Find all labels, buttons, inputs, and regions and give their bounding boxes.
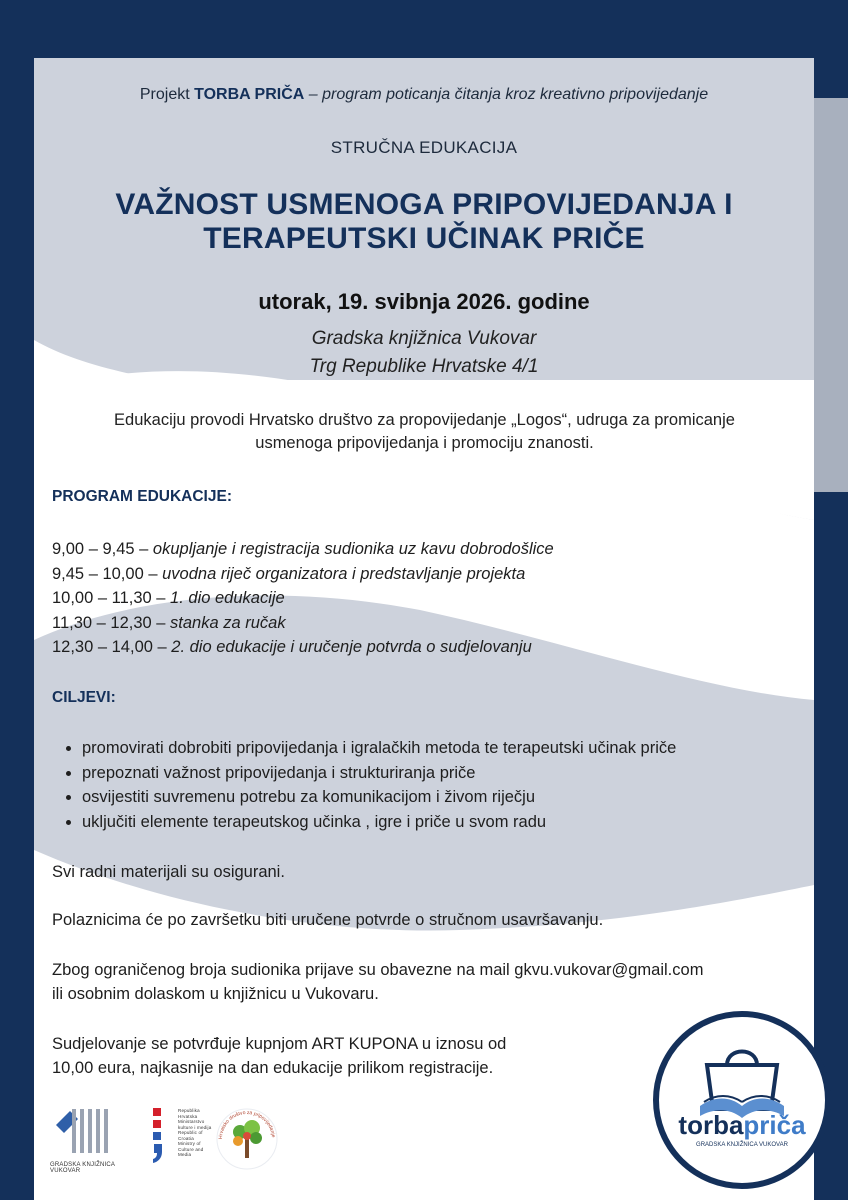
project-prefix: Projekt xyxy=(139,86,195,103)
torba-word: torba xyxy=(678,1110,744,1140)
program-item xyxy=(52,635,554,660)
program-time: 9,45 – 10,00 – xyxy=(52,564,163,583)
program-desc: 1. dio edukacije xyxy=(170,589,285,607)
event-location xyxy=(34,325,814,381)
registration-line-1: Zbog ograničenog broja sudionika prijave su obavezne na mail gkvu.vukovar@gmail.com xyxy=(52,961,704,979)
tree-icon xyxy=(214,1106,280,1172)
goal-item: • osvijestiti suvremenu potrebu za komunikacijom i živom riječju xyxy=(82,785,676,810)
goals-heading: CILJEVI: xyxy=(52,689,116,706)
project-line xyxy=(34,86,814,104)
program-time: 9,00 – 9,45 – xyxy=(52,540,153,558)
program-item xyxy=(52,537,554,562)
program-item xyxy=(52,611,554,636)
program-time: 12,30 – 14,00 – xyxy=(52,638,172,656)
event-date: utorak, 19. svibnja 2026. godine xyxy=(258,289,590,314)
program-heading: PROGRAM EDUKACIJE: xyxy=(52,488,232,505)
intro-paragraph xyxy=(52,409,797,455)
program-desc: 2. dio edukacije i uručenje potvrda o sudjelovanju xyxy=(171,638,532,656)
library-logo xyxy=(50,1105,130,1175)
venue: Gradska knjižnica Vukovar xyxy=(311,328,537,349)
svg-text:torbapriča xyxy=(678,1110,806,1140)
program-time: 11,30 – 12,30 – xyxy=(52,613,171,632)
program-time: 10,00 – 11,30 – xyxy=(52,589,171,607)
registration-note xyxy=(52,958,812,1006)
ministry-logo xyxy=(150,1106,210,1166)
logos-arc-text: Hrvatsko društvo za pripovijedanje xyxy=(217,1109,276,1140)
title-line-1: VAŽNOST USMENOGA PRIPOVIJEDANJA I xyxy=(115,188,733,221)
payment-line-2: 10,00 eura, najkasnije na dan edukacije prilikom registracije. xyxy=(52,1059,494,1077)
certificates-note: Polaznicima će po završetku biti uručene potvrde o stručnom usavršavanju. xyxy=(52,911,604,929)
program-item xyxy=(52,586,554,611)
logos-society-logo xyxy=(214,1106,280,1172)
intro-line-1: Edukaciju provodi Hrvatsko društvo za propovijedanje „Logos“, udruga za promicanje xyxy=(114,411,735,429)
torba-prica-logo xyxy=(652,1010,832,1190)
project-tagline: – program poticanja čitanja kroz kreativno pripovijedanje xyxy=(304,86,709,103)
program-list xyxy=(52,537,554,660)
registration-line-2: ili osobnim dolaskom u knjižnicu u Vukovaru. xyxy=(52,985,379,1003)
event-title xyxy=(34,188,814,256)
goals-list xyxy=(62,736,676,834)
ministry-logo-icon xyxy=(150,1106,176,1164)
goal-item: • uključiti elemente terapeutskog učinka , igre i priče u svom radu xyxy=(82,810,676,835)
intro-line-2: usmenoga pripovijedanja i promociju znanosti. xyxy=(255,434,594,452)
torba-prica-emblem xyxy=(652,1010,832,1190)
goal-item: • promovirati dobrobiti pripovijedanja i igralačkih metoda te terapeutski učinak priče xyxy=(82,736,676,761)
library-caption: GRADSKA KNJIŽNICA VUKOVAR xyxy=(50,1162,115,1174)
project-name: TORBA PRIČA xyxy=(194,86,305,103)
payment-line-1: Sudjelovanje se potvrđuje kupnjom ART KUPONA u iznosu od xyxy=(52,1035,507,1053)
address: Trg Republike Hrvatske 4/1 xyxy=(309,356,539,377)
prica-word: priča xyxy=(743,1110,806,1140)
goal-item: • prepoznati važnost pripovijedanja i strukturiranja priče xyxy=(82,761,676,786)
program-desc: okupljanje i registracija sudionika uz kavu dobrodošlice xyxy=(152,540,554,558)
program-item xyxy=(52,562,554,587)
torba-sub: GRADSKA KNJIŽNICA VUKOVAR xyxy=(696,1142,788,1148)
ministry-caption: Republika Hrvatska Ministarstvo kulture i medija Republic of Croatia Ministry of Culture and Media xyxy=(178,1108,212,1157)
materials-note: Svi radni materijali su osigurani. xyxy=(52,863,285,881)
program-desc: uvodna riječ organizatora i predstavljanje projekta xyxy=(162,564,526,583)
program-desc: stanka za ručak xyxy=(170,613,286,632)
title-line-2: TERAPEUTSKI UČINAK PRIČE xyxy=(203,222,645,255)
kicker: STRUČNA EDUKACIJA xyxy=(330,138,518,157)
library-logo-icon xyxy=(50,1105,130,1157)
